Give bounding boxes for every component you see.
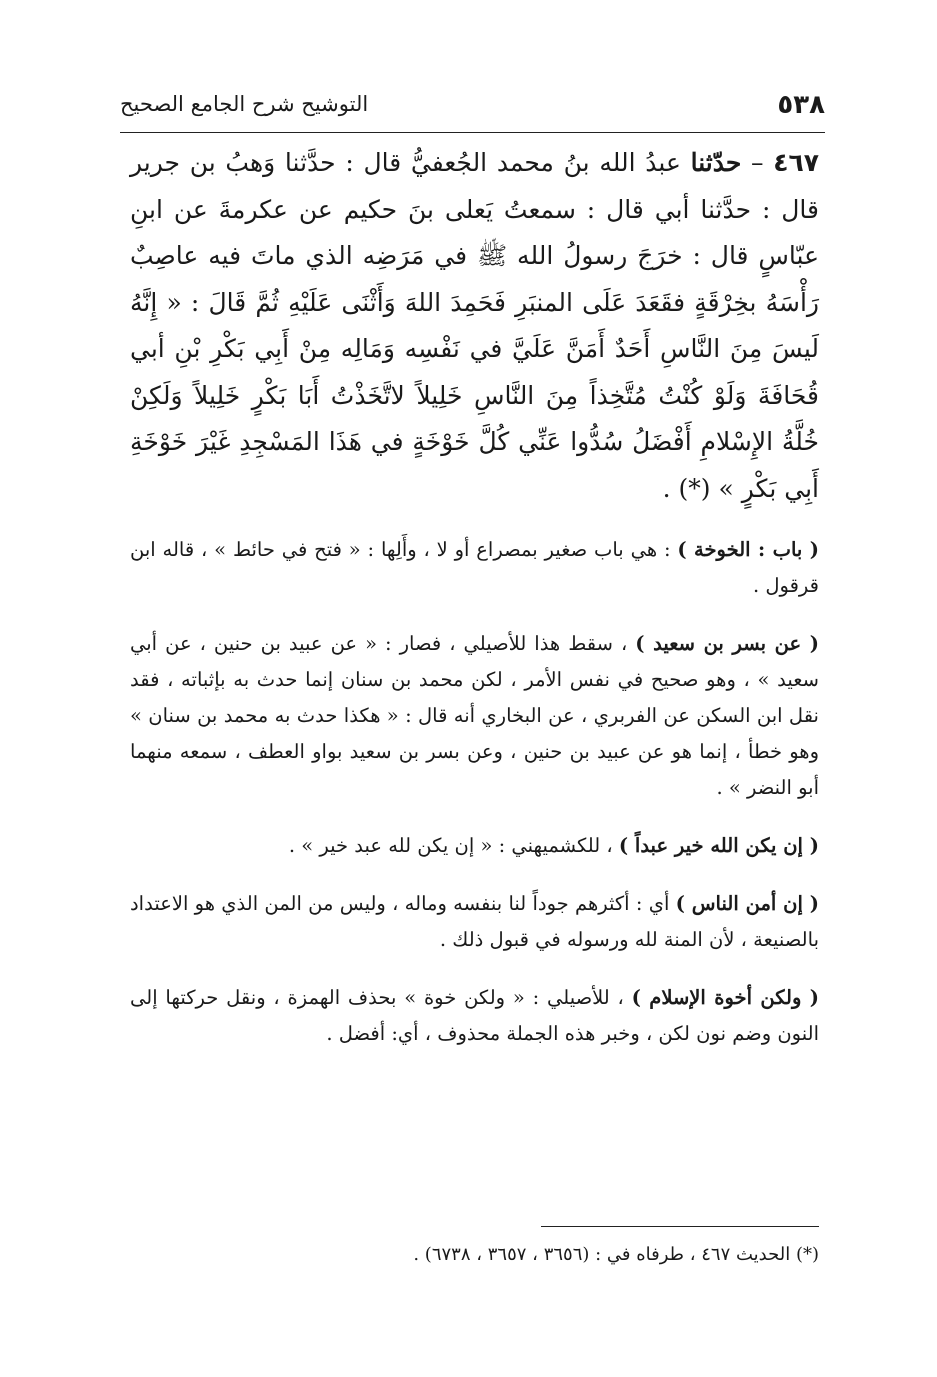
- commentary-paragraph: [130, 828, 819, 864]
- hadith-number: ٤٦٧: [773, 148, 819, 177]
- page-number: ٥٣٨: [777, 90, 825, 120]
- book-title: التوشيح شرح الجامع الصحيح: [120, 92, 369, 116]
- commentary-text: أي : أكثرهم جوداً لنا بنفسه وماله ، وليس من المن الذي هو الاعتداد بالصنيعة ، لأن المنة لله ورسوله في قبول ذلك .: [130, 892, 819, 951]
- commentary-text: : هي باب صغير بمصراع أو لا ، وأَلِها : « فتح في حائط » ، قاله ابن قرقول .: [130, 538, 819, 597]
- hadith-dash: –: [741, 148, 774, 177]
- commentary-lemma: ( إن يكن الله خير عبداً ): [618, 834, 819, 857]
- commentary-paragraph: [130, 532, 819, 604]
- commentary-lemma: ( عن بسر بن سعيد ): [635, 632, 819, 655]
- hadith-text: [130, 140, 819, 512]
- commentary-paragraph: [130, 980, 819, 1052]
- commentary-text: ، سقط هذا للأصيلي ، فصار : « عن عبيد بن حنين ، عن أبي سعيد » ، وهو صحيح في نفس الأمر ، لكن محمد بن سنان إنما حدث به بإثباته ، فقد نقل ابن السكن عن الفربري ، عن البخاري أنه قال : « هكذا حدث به محمد بن سنان » وهو خطأ ، إنما هو عن عبيد بن حنين ، وعن بسر بن سعيد بواو العطف ، سمعه منهما أبو النضر » .: [130, 632, 819, 799]
- commentary-paragraph: [130, 626, 819, 806]
- hadith-lead-word: حدّثنا: [690, 148, 742, 177]
- commentary-lemma: ( إن أمن الناس ): [675, 892, 819, 915]
- footnote: (*) الحديث ٤٦٧ ، طرفاه في : (٣٦٥٦ ، ٣٦٥٧ ، ٦٧٣٨) .: [413, 1244, 819, 1265]
- commentary-text: ، للأصيلي : « ولكن خوة » بحذف الهمزة ، ونقل حركتها إلى النون وضم نون لكن ، وخبر هذه الجملة محذوف ، أي: أفضل .: [130, 986, 819, 1045]
- page-body: [130, 140, 819, 1074]
- commentary-lemma: ( ولكن أخوة الإسلام ): [631, 986, 819, 1009]
- footnote-separator: [541, 1226, 819, 1227]
- hadith-body: عبدُ الله بنُ محمد الجُعفيُّ قال : حدَّثنا وَهبُ بن جرير قال : حدَّثنا أبي قال : سمعتُ يَعلى بنَ حكيم عن عكرمةَ عن ابنِ عبّاسٍ قال : خرَجَ رسولُ الله ﷺ في مَرَضِه الذي ماتَ فيه عاصِبٌ رَأْسَهُ بخِرْقَةٍ فقَعَدَ عَلَى المنبَرِ فَحَمِدَ اللهَ وَأَثْنَى عَلَيْهِ ثُمَّ قَالَ : « إِنَّهُ لَيسَ مِنَ النَّاسِ أَحَدٌ أَمَنَّ عَلَيَّ في نَفْسِه وَمَالِه مِنْ أَبِي بَكْرِ بْنِ أبي قُحَافَةَ وَلَوْ كُنْتُ مُتَّخِذاً مِنَ النَّاسِ خَلِيلاً لاتَّخَذْتُ أَبَا بَكْرٍ خَلِيلاً وَلَكِنْ خُلَّةُ الإِسْلامِ أَفْضَلُ سُدُّوا عَنِّي كُلَّ خَوْخَةٍ في هَذَا المَسْجِدِ غَيْرَ خَوْخَةِ أَبِي بَكْرٍ » (*) .: [130, 148, 819, 503]
- commentary-text: ، للكشميهني : « إن يكن لله عبد خير » .: [288, 834, 619, 857]
- running-header: [120, 82, 825, 133]
- commentary-lemma: ( باب : الخوخة ): [677, 538, 820, 561]
- commentary-paragraph: [130, 886, 819, 958]
